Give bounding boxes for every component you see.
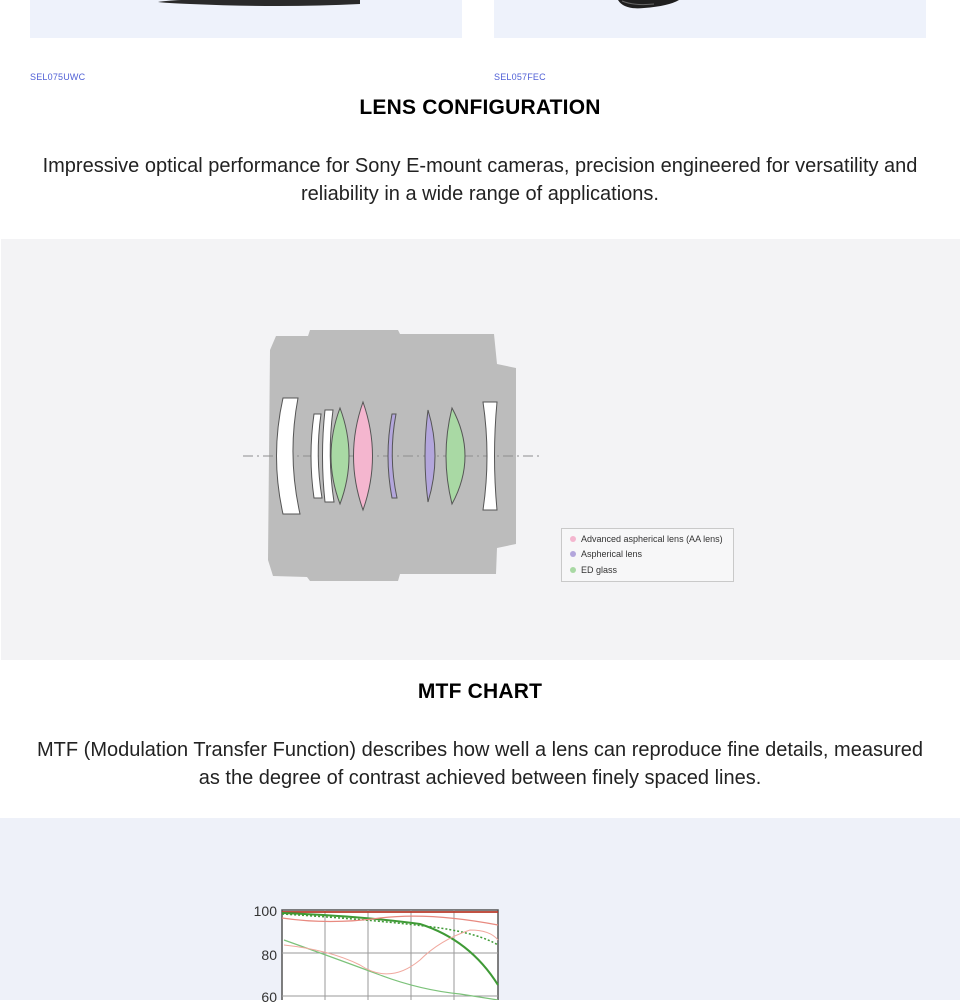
accessory-sku-right[interactable]: SEL057FEC xyxy=(494,72,546,82)
mtf-y-tick-100: 100 xyxy=(253,903,277,919)
mtf-y-tick-60: 60 xyxy=(261,989,277,1005)
lens-configuration-description: Impressive optical performance for Sony E-mount cameras, precision engineered for versatility and reliability in a wide range of applications. xyxy=(42,155,918,205)
mtf-description: MTF (Modulation Transfer Function) describes how well a lens can reproduce fine details, measured as the degree of contrast achieved between finely spaced lines. xyxy=(37,739,923,789)
lens-configuration-title: LENS CONFIGURATION xyxy=(359,96,601,119)
mtf-plot-area xyxy=(282,910,498,1000)
legend-label-aspherical: Aspherical lens xyxy=(581,549,643,559)
mtf-y-tick-80: 80 xyxy=(261,947,277,963)
legend-label-aa: Advanced aspherical lens (AA lens) xyxy=(581,534,723,544)
legend-label-ed: ED glass xyxy=(581,565,618,575)
mtf-title: MTF CHART xyxy=(417,680,543,703)
accessory-sku-left[interactable]: SEL075UWC xyxy=(30,72,86,82)
